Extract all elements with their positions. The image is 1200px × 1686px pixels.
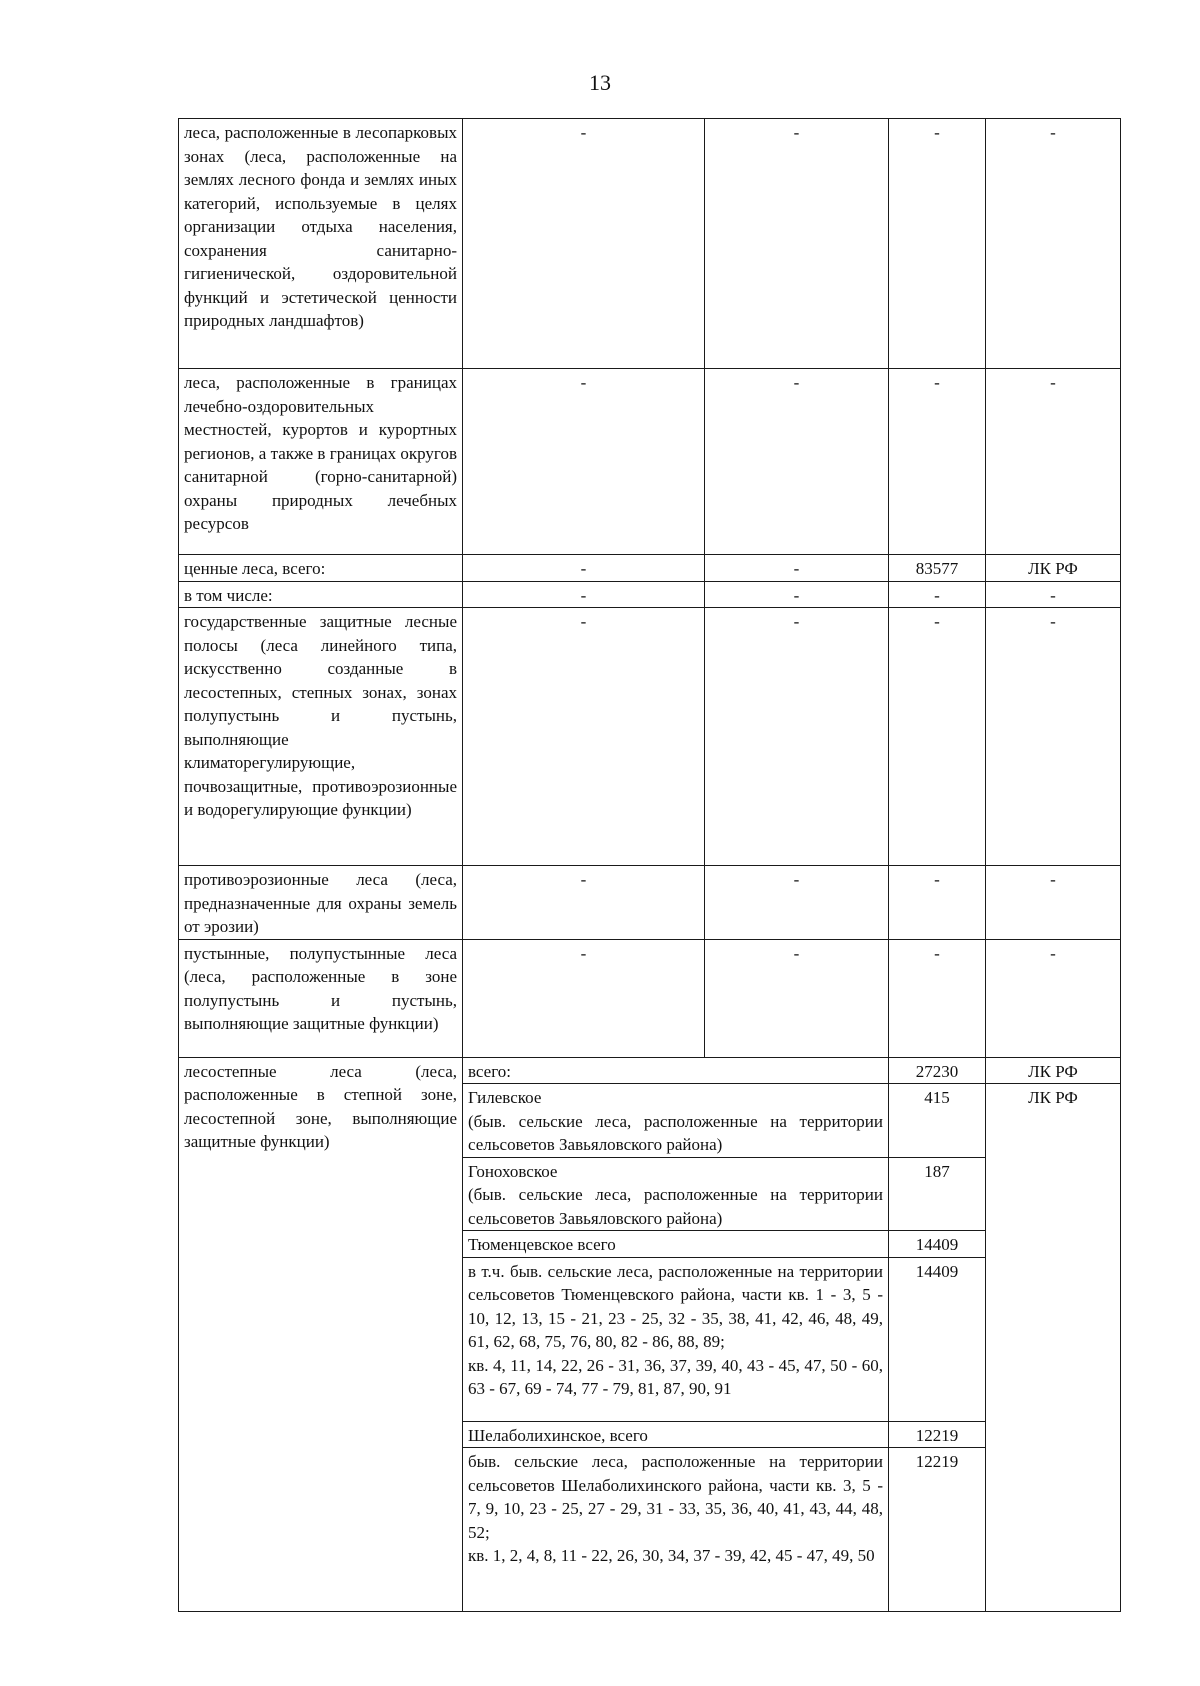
forestry-entry: всего: xyxy=(463,1057,889,1084)
basis-cell: - xyxy=(986,866,1121,940)
table-cell: - xyxy=(463,608,705,866)
area-cell: 12219 xyxy=(889,1448,986,1612)
table-cell: - xyxy=(463,119,705,369)
table-cell: - xyxy=(463,555,705,582)
table-cell: - xyxy=(705,119,889,369)
forestry-entry: Гилевское (быв. сельские леса, расположенные на территории сельсоветов Завьяловского района) xyxy=(463,1084,889,1158)
category-description: лесостепные леса (леса, расположенные в степной зоне, лесостепной зоне, выполняющие защитные функции) xyxy=(179,1057,463,1612)
area-cell: - xyxy=(889,369,986,555)
basis-cell: - xyxy=(986,119,1121,369)
table-row xyxy=(179,119,1121,369)
basis-cell: - xyxy=(986,369,1121,555)
table-row xyxy=(179,369,1121,555)
category-description: государственные защитные лесные полосы (леса линейного типа, искусственно созданные в лесостепных, степных зонах, зонах полупустынь и пустынь, выполняющие климаторегулирующие, почвозащитные, противоэрозионные и водорегулирующие функции) xyxy=(179,608,463,866)
table-row xyxy=(179,581,1121,608)
table-row xyxy=(179,939,1121,1057)
area-cell: 14409 xyxy=(889,1231,986,1258)
table-row xyxy=(179,1057,1121,1084)
table-row xyxy=(179,866,1121,940)
page-number: 13 xyxy=(589,70,611,95)
basis-cell: - xyxy=(986,608,1121,866)
area-cell: - xyxy=(889,939,986,1057)
basis-cell: ЛК РФ xyxy=(986,1084,1121,1612)
table-cell: - xyxy=(705,866,889,940)
table-cell: - xyxy=(463,369,705,555)
forestry-entry: Шелаболихинское, всего xyxy=(463,1421,889,1448)
area-cell: 83577 xyxy=(889,555,986,582)
table-cell: - xyxy=(463,866,705,940)
forestry-entry: в т.ч. быв. сельские леса, расположенные на территории сельсоветов Тюменцевского района, части кв. 1 - 3, 5 - 10, 12, 13, 15 - 21, 23 - 25, 32 - 35, 38, 41, 42, 46, 48, 49, 61, 62, 68, 75, 76, 80, 82 - 86, 88, 89; кв. 4, 11, 14, 22, 26 - 31, 36, 37, 39, 40, 43 - 45, 47, 50 - 60, 63 - 67, 69 - 74, 77 - 79, 81, 87, 90, 91 xyxy=(463,1257,889,1421)
category-description: в том числе: xyxy=(179,581,463,608)
area-cell: 14409 xyxy=(889,1257,986,1421)
area-cell: - xyxy=(889,866,986,940)
area-cell: 187 xyxy=(889,1157,986,1231)
category-description: ценные леса, всего: xyxy=(179,555,463,582)
table-cell: - xyxy=(705,369,889,555)
category-description: пустынные, полупустынные леса (леса, расположенные в зоне полупустынь и пустынь, выполняющие защитные функции) xyxy=(179,939,463,1057)
forestry-entry: быв. сельские леса, расположенные на территории сельсоветов Шелаболихинского района, части кв. 3, 5 - 7, 9, 10, 23 - 25, 27 - 29, 31 - 33, 35, 36, 40, 41, 43, 44, 48, 52; кв. 1, 2, 4, 8, 11 - 22, 26, 30, 34, 37 - 39, 42, 45 - 47, 49, 50 xyxy=(463,1448,889,1612)
forestry-entry: Тюменцевское всего xyxy=(463,1231,889,1258)
forest-category-table xyxy=(178,118,1121,1612)
table-cell: - xyxy=(705,939,889,1057)
area-cell: - xyxy=(889,119,986,369)
basis-cell: - xyxy=(986,939,1121,1057)
table-row xyxy=(179,555,1121,582)
area-cell: 12219 xyxy=(889,1421,986,1448)
basis-cell: - xyxy=(986,581,1121,608)
table-row xyxy=(179,608,1121,866)
table-cell: - xyxy=(705,581,889,608)
forestry-entry: Гоноховское (быв. сельские леса, расположенные на территории сельсоветов Завьяловского района) xyxy=(463,1157,889,1231)
area-cell: - xyxy=(889,608,986,866)
table-cell: - xyxy=(705,555,889,582)
table-cell: - xyxy=(463,581,705,608)
category-description: леса, расположенные в лесопарковых зонах (леса, расположенные на землях лесного фонда и землях иных категорий, используемые в целях организации отдыха населения, сохранения санитарно-гигиенической, оздоровительной функций и эстетической ценности природных ландшафтов) xyxy=(179,119,463,369)
category-description: противоэрозионные леса (леса, предназначенные для охраны земель от эрозии) xyxy=(179,866,463,940)
table-cell: - xyxy=(705,608,889,866)
category-description: леса, расположенные в границах лечебно-оздоровительных местностей, курортов и курортных регионов, а также в границах округов санитарной (горно-санитарной) охраны природных лечебных ресурсов xyxy=(179,369,463,555)
basis-cell: ЛК РФ xyxy=(986,555,1121,582)
table-cell: - xyxy=(463,939,705,1057)
area-cell: - xyxy=(889,581,986,608)
area-cell: 415 xyxy=(889,1084,986,1158)
area-cell: 27230 xyxy=(889,1057,986,1084)
basis-cell: ЛК РФ xyxy=(986,1057,1121,1084)
